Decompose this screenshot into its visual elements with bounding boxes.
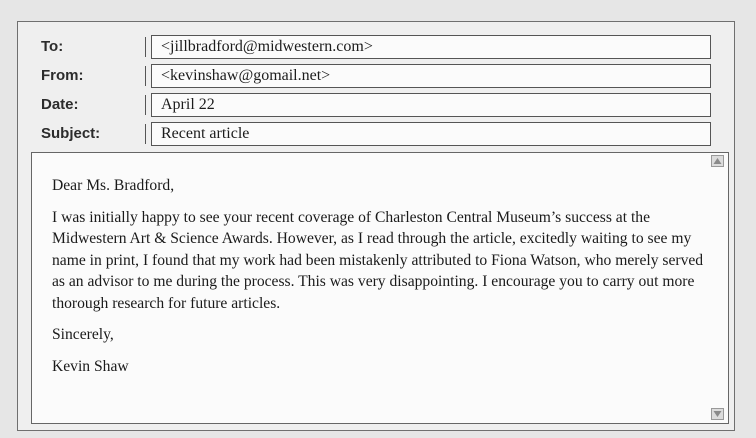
- to-field[interactable]: <jillbradford@midwestern.com>: [151, 35, 711, 59]
- from-label: From:: [41, 67, 84, 84]
- to-divider: [145, 37, 146, 57]
- to-label: To:: [41, 38, 64, 55]
- to-row: [33, 35, 713, 59]
- date-row: [33, 93, 713, 117]
- from-divider: [145, 66, 146, 86]
- date-divider: [145, 95, 146, 115]
- date-field[interactable]: April 22: [151, 93, 711, 117]
- greeting: Dear Ms. Bradford,: [52, 177, 175, 194]
- scroll-up-arrow-icon[interactable]: [711, 155, 724, 167]
- message-text: [52, 175, 707, 387]
- subject-divider: [145, 124, 146, 144]
- date-label: Date:: [41, 96, 79, 113]
- subject-row: [33, 122, 713, 146]
- from-row: [33, 64, 713, 88]
- message-body[interactable]: [31, 152, 729, 424]
- from-field[interactable]: <kevinshaw@gomail.net>: [151, 64, 711, 88]
- message-paragraph: I was initially happy to see your recent coverage of Charleston Central Museum’s success at the Midwestern Art & Science Awards. However, as I read through the article, excitedly waiting to see my name in print, I found that my work had been mistakenly attributed to Fiona Watson, who merely served as an advisor to me during the process. This was very disappointing. I encourage you to carry out more thorough research for future articles.: [52, 208, 704, 312]
- signature: Kevin Shaw: [52, 357, 129, 375]
- closing: Sincerely,: [52, 326, 114, 343]
- subject-field[interactable]: Recent article: [151, 122, 711, 146]
- scroll-down-arrow-icon[interactable]: [711, 408, 724, 420]
- subject-label: Subject:: [41, 125, 101, 142]
